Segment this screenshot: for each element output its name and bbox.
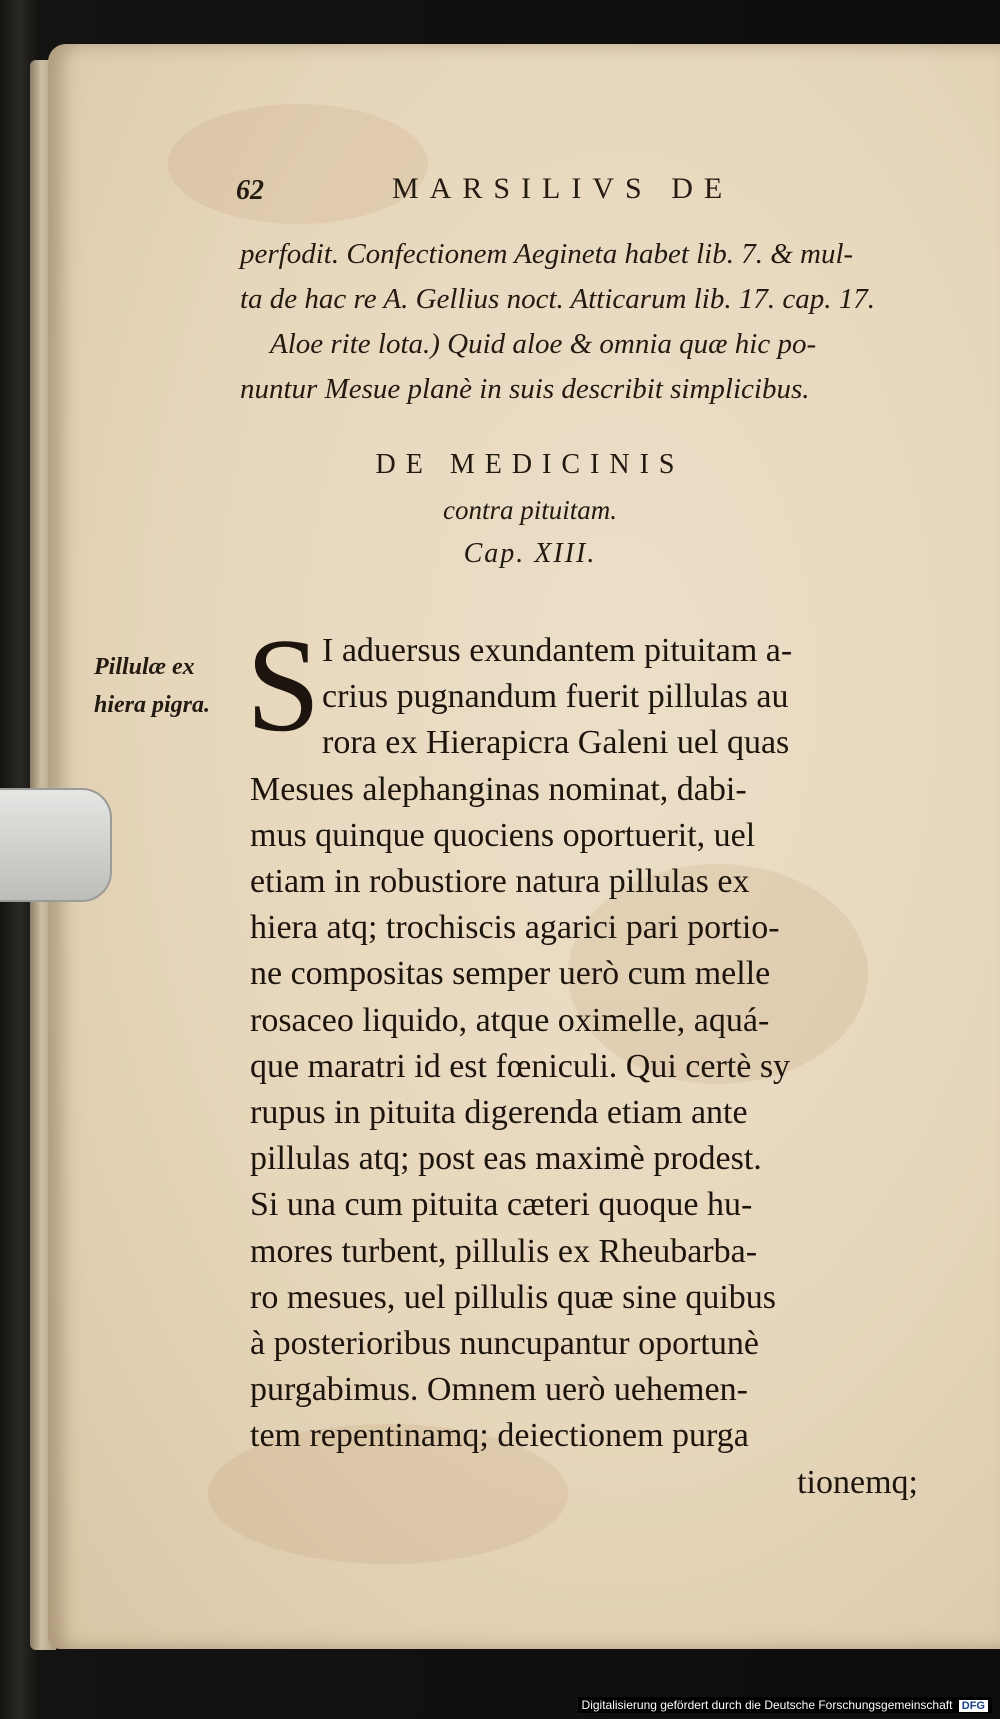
- dfg-logo: DFG: [959, 1700, 988, 1712]
- catchword: tionemq;: [797, 1463, 918, 1501]
- note-line: ta de hac re A. Gellius noct. Atticarum lib. 17. cap. 17.: [240, 283, 875, 315]
- body-line: I aduersus exundantem pituitam a-: [322, 632, 793, 669]
- note-line: perfodit. Confectionem Aegineta habet lib. 7. & mul-: [240, 238, 854, 270]
- body-line: mus quinque quociens oportuerit, uel: [250, 816, 756, 854]
- digitization-footer: [578, 1697, 992, 1713]
- note-line: nuntur Mesue planè in suis describit simplicibus.: [240, 373, 810, 405]
- chapter-heading: [240, 442, 820, 576]
- marginal-note: [94, 648, 244, 724]
- page-clip: [0, 788, 112, 902]
- marginal-note-line: Pillulæ ex: [94, 654, 195, 680]
- body-line: tem repentinamq; deiectionem purga: [250, 1417, 749, 1455]
- body-line: à posterioribus nuncupantur oportunè: [250, 1325, 759, 1363]
- note-line: Aloe rite lota.) Quid aloe & omnia quæ hic po-: [270, 328, 817, 360]
- page-number: 62: [236, 175, 264, 206]
- chapter-subtitle: contra pituitam.: [443, 495, 617, 525]
- marginal-note-line: hiera pigra.: [94, 692, 211, 718]
- body-line: ro mesues, uel pillulis quæ sine quibus: [250, 1278, 777, 1316]
- body-line: rora ex Hierapicra Galeni uel quas: [322, 724, 790, 762]
- paper-stain: [168, 104, 428, 224]
- body-line: Si una cum pituita cæteri quoque hu-: [250, 1186, 753, 1224]
- body-line: mores turbent, pillulis ex Rheubarba-: [250, 1232, 758, 1270]
- running-head: MARSILIVS DE: [392, 172, 734, 205]
- body-line: etiam in robustiore natura pillulas ex: [250, 863, 750, 901]
- footer-text: Digitalisierung gefördert durch die Deutsche Forschungsgemeinschaft: [581, 1698, 953, 1712]
- commentary-notes: [240, 232, 930, 412]
- body-line: que maratri id est fœniculi. Qui certè sy: [250, 1047, 791, 1085]
- body-line: purgabimus. Omnem uerò uehemen-: [250, 1371, 748, 1409]
- body-line: rosaceo liquido, atque oximelle, aquá-: [250, 1001, 770, 1039]
- body-line: pillulas atq; post eas maximè prodest.: [250, 1140, 762, 1178]
- chapter-title: DE MEDICINIS: [375, 449, 685, 480]
- drop-cap: S: [246, 611, 321, 759]
- body-line: Mesues alephanginas nominat, dabi-: [250, 770, 747, 808]
- body-line: ne compositas semper uerò cum melle: [250, 955, 771, 993]
- chapter-number: Cap. XIII.: [463, 538, 597, 569]
- body-line: hiera atq; trochiscis agarici pari portio-: [250, 909, 780, 947]
- body-text: [250, 628, 940, 1506]
- body-line: crius pugnandum fuerit pillulas au: [322, 678, 789, 716]
- body-line: rupus in pituita digerenda etiam ante: [250, 1094, 748, 1132]
